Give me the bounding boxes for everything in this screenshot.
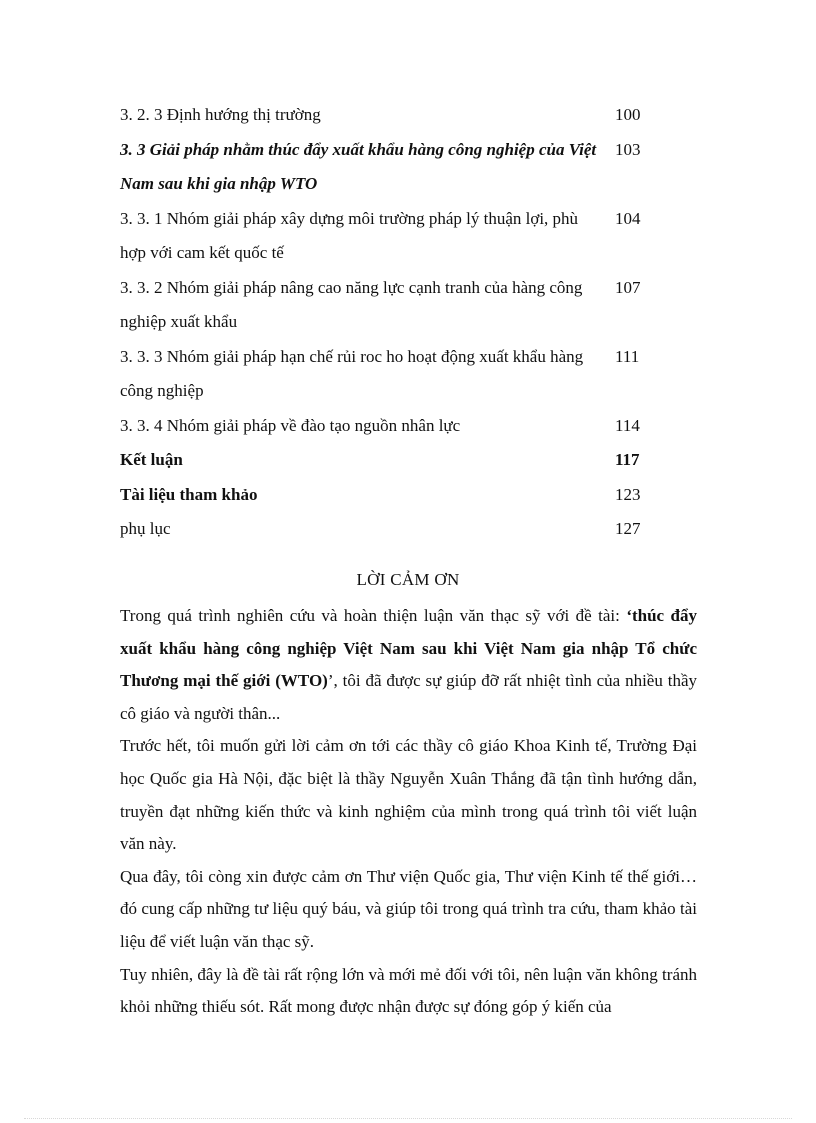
toc-entry-page: 127 xyxy=(615,519,641,538)
acknowledgement-paragraph: Qua đây, tôi còng xin được cảm ơn Thư viện Quốc gia, Thư viện Kinh tế thế giới…đó cung cấp những tư liệu quý báu, và giúp tôi trong quá trình tra cứu, tham khảo tài liệu để viết luận văn thạc sỹ. xyxy=(120,866,697,951)
toc-entry-title: 3. 3. 3 Nhóm giải pháp hạn chế rủi roc ho hoạt động xuất khẩu hàng công nghiệp xyxy=(120,346,584,400)
toc-entry-title: phụ lục xyxy=(120,519,171,538)
acknowledgement-paragraph: Tuy nhiên, đây là đề tài rất rộng lớn và mới mẻ đối với tôi, nên luận văn không tránh khỏi những thiếu sót. Rất mong được nhận được sự đóng góp ý kiến của xyxy=(120,964,697,1017)
toc-entry xyxy=(120,340,660,409)
acknowledgement-title: LỜI CẢM ƠN xyxy=(356,570,460,589)
toc-entry xyxy=(120,443,660,478)
toc-entry xyxy=(120,98,660,133)
acknowledgement-paragraph xyxy=(120,600,697,730)
toc-entry-title: 3. 3. 4 Nhóm giải pháp về đào tạo nguồn nhân lực xyxy=(120,415,461,435)
paragraph-text: ’, tôi đã được sự giúp đỡ rất nhiệt tình của nhiều thầy cô giáo và người thân... xyxy=(120,671,697,723)
toc-entry-title: Kết luận xyxy=(120,450,183,469)
paragraph-text: Trong quá trình nghiên cứu và hoàn thiện luận văn thạc sỹ với đề tài: xyxy=(120,606,627,625)
toc-entry xyxy=(120,271,660,340)
thesis-title-emphasis: ‘thúc đẩy xuất khẩu hàng công nghiệp Việt Nam sau khi Việt Nam gia nhập Tổ chức Thương mại thế giới (WTO) xyxy=(120,606,698,691)
toc-entry-page: 103 xyxy=(615,139,641,159)
toc-entry-title: 3. 3. 2 Nhóm giải pháp nâng cao năng lực cạnh tranh của hàng công nghiệp xuất khẩu xyxy=(120,277,583,331)
toc-entry xyxy=(120,478,660,513)
toc-entry-page: 107 xyxy=(615,277,641,297)
toc-entry-page: 104 xyxy=(615,208,641,228)
toc-entry xyxy=(120,512,660,547)
toc-entry-page: 117 xyxy=(615,450,640,469)
toc-entry-page: 111 xyxy=(615,346,640,366)
acknowledgement-paragraph: Trước hết, tôi muốn gửi lời cảm ơn tới các thầy cô giáo Khoa Kinh tế, Trường Đại học Quốc gia Hà Nội, đặc biệt là thầy Nguyễn Xuân Thắng đã tận tình hướng dẫn, truyền đạt những kiến thức và kinh nghiệm của mình trong quá trình tôi viết luận văn này. xyxy=(120,736,697,854)
toc-entry-title: 3. 2. 3 Định hướng thị trường xyxy=(120,105,321,124)
toc-entry xyxy=(120,409,660,444)
toc-entry xyxy=(120,202,660,271)
toc-entry-title: 3. 3 Giải pháp nhằm thúc đẩy xuất khẩu hàng công nghiệp của Việt Nam sau khi gia nhập WTO xyxy=(120,139,597,193)
table-of-contents xyxy=(120,98,660,547)
toc-entry-title: 3. 3. 1 Nhóm giải pháp xây dựng môi trường pháp lý thuận lợi, phù hợp với cam kết quốc tế xyxy=(120,208,579,262)
page-bottom-divider xyxy=(24,1118,792,1119)
toc-entry xyxy=(120,133,660,202)
acknowledgement-body xyxy=(120,600,697,1024)
toc-entry-page: 100 xyxy=(615,105,641,124)
toc-entry-page: 114 xyxy=(615,415,640,435)
toc-entry-page: 123 xyxy=(615,484,641,504)
toc-entry-title: Tài liệu tham khảo xyxy=(120,484,258,504)
